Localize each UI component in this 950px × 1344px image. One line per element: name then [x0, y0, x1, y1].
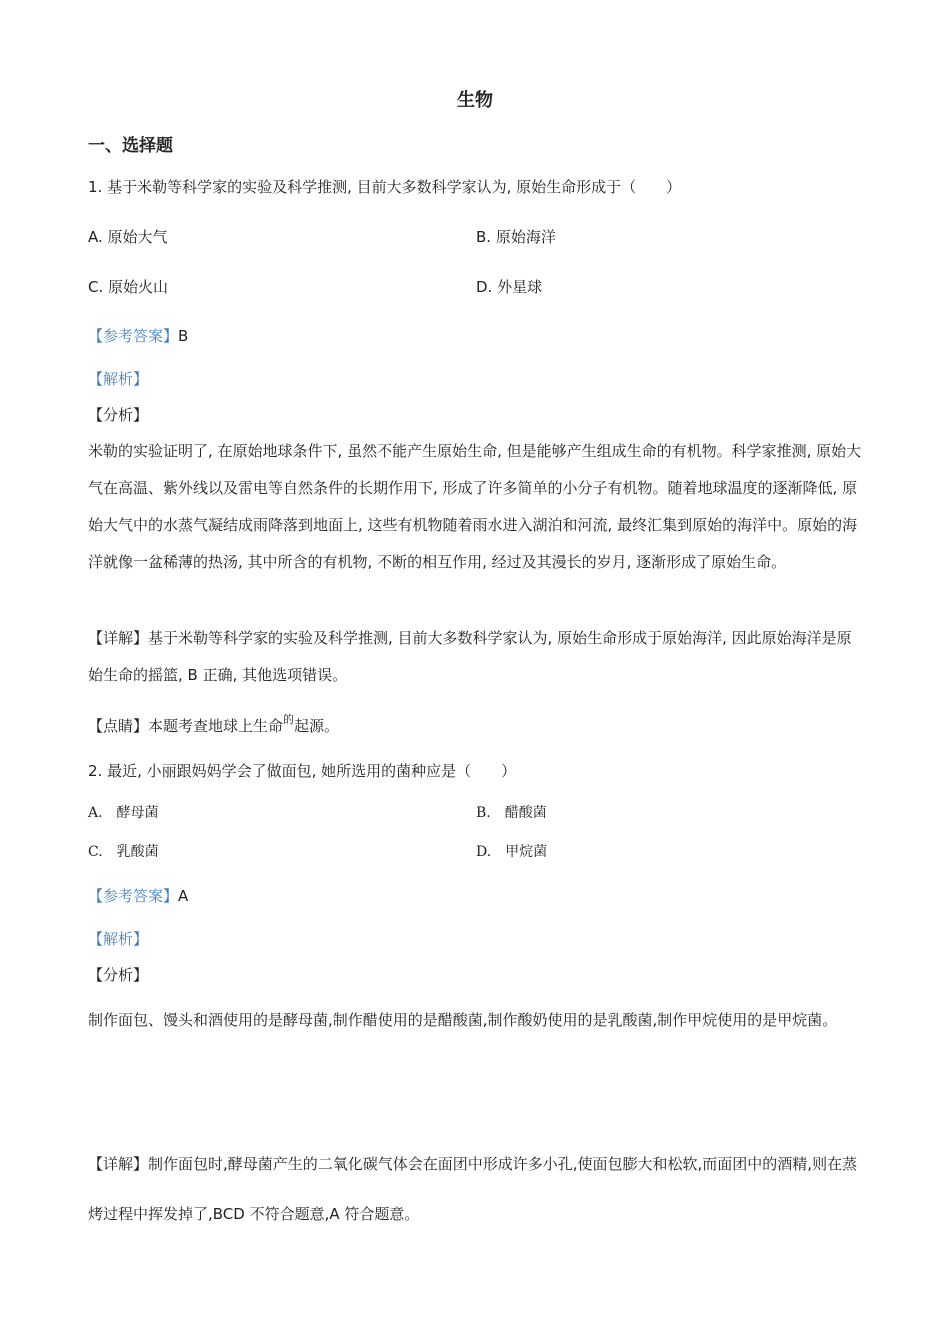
q1-option-c: C. 原始火山 — [88, 278, 169, 296]
q1-answer — [88, 326, 188, 346]
q1-fenxi-text: 米勒的实验证明了, 在原始地球条件下, 虽然不能产生原始生命, 但是能够产生组成生命的有机物。科学家推测, 原始大气在高温、紫外线以及雷电等自然条件的长期作用下, 形成了许多简单的小分子有机物。随着地球温度的逐渐降低, 原始大气中的水蒸气凝结成雨降落到地面上, 这些有机物随着雨水进入湖泊和河流, 最终汇集到原始的海洋中。原始的海洋就像一盆稀薄的热汤, 其中所含的有机物, 不断的相互作用, 经过及其漫长的岁月, 逐渐形成了原始生命。 — [88, 442, 862, 571]
q2-answer — [88, 886, 188, 906]
page-title: 生物 — [457, 90, 493, 111]
q2-option-a: A. 酵母菌 — [88, 805, 159, 821]
q1-fenxi-label: 【分析】 — [88, 406, 149, 424]
question-2-stem: 2. 最近, 小丽跟妈妈学会了做面包, 她所选用的菌种应是（ ） — [88, 762, 517, 780]
q1-option-b: B. 原始海洋 — [476, 228, 556, 246]
dianjing-text: 【点睛】本题考查地球上生命 — [88, 717, 284, 735]
q1-analysis-label: 【解析】 — [88, 370, 149, 388]
question-1-stem: 1. 基于米勒等科学家的实验及科学推测, 目前大多数科学家认为, 原始生命形成于（ ） — [88, 178, 682, 196]
q2-option-c: C. 乳酸菌 — [88, 844, 159, 860]
q2-detail-text: 【详解】制作面包时,酵母菌产生的二氧化碳气体会在面团中形成许多小孔,使面包膨大和松软,而面团中的酒精,则在蒸烤过程中挥发掉了,BCD 不符合题意,A 符合题意。 — [88, 1155, 858, 1223]
q1-dianjing — [88, 710, 339, 736]
q2-analysis-label: 【解析】 — [88, 930, 149, 948]
answer-label: 【参考答案】 — [88, 327, 179, 345]
q1-detail-text: 【详解】基于米勒等科学家的实验及科学推测, 目前大多数科学家认为, 原始生命形成于原始海洋, 因此原始海洋是原始生命的摇篮, B 正确, 其他选项错误。 — [88, 629, 852, 684]
dianjing-sup: 的 — [283, 713, 295, 726]
section-heading: 一、选择题 — [88, 136, 173, 156]
q2-option-d: D. 甲烷菌 — [476, 844, 548, 860]
q2-fenxi-text: 制作面包、馒头和酒使用的是酵母菌,制作醋使用的是醋酸菌,制作酸奶使用的是乳酸菌,制作甲烷使用的是甲烷菌。 — [88, 1011, 838, 1029]
answer-value: A — [178, 887, 189, 905]
answer-label: 【参考答案】 — [88, 887, 179, 905]
q2-option-b: B. 醋酸菌 — [476, 805, 547, 821]
answer-value: B — [178, 327, 189, 345]
q1-option-d: D. 外星球 — [476, 278, 543, 296]
q2-fenxi-label: 【分析】 — [88, 966, 149, 984]
dianjing-text-end: 起源。 — [294, 717, 340, 735]
q1-option-a: A. 原始大气 — [88, 228, 168, 246]
